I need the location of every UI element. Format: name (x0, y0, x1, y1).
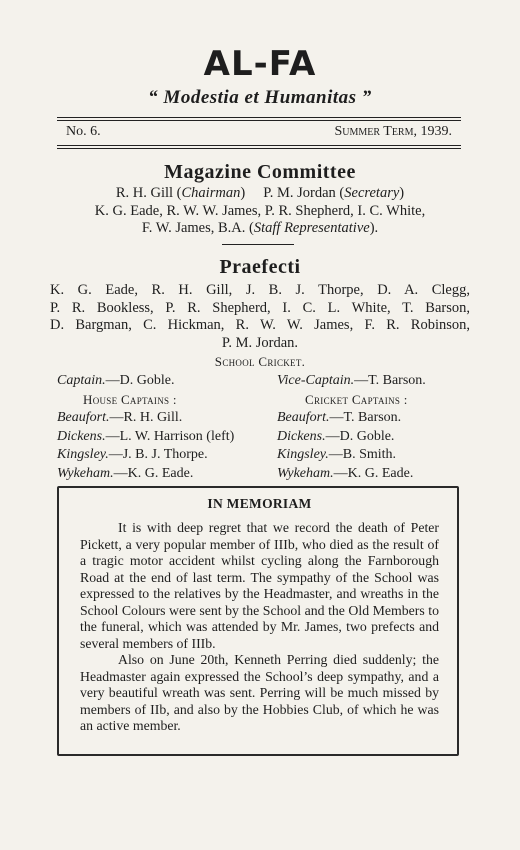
subheading-row (57, 391, 461, 410)
cricket-captain: —B. Smith. (328, 447, 397, 462)
house-captain: —K. G. Eade. (113, 465, 194, 481)
house-name: Dickens. (277, 428, 326, 444)
house-captains-heading: House Captains : (83, 391, 177, 407)
praefecti-line: P. M. Jordan. (221, 334, 299, 351)
house-row (57, 446, 461, 465)
house-name: Kingsley. (277, 447, 329, 462)
committee-line: K. G. Eade, R. W. W. James, P. R. Shepherd, I. C. White, (94, 202, 426, 219)
committee-heading: Magazine Committee (164, 161, 356, 183)
house-name: Wykeham. (277, 465, 334, 481)
issue-line (66, 124, 452, 140)
in-memoriam-box (57, 486, 459, 756)
in-memoriam-heading: IN MEMORIAM (207, 496, 312, 511)
cricket-captains (57, 372, 461, 483)
praefecti-heading: Praefecti (219, 256, 301, 278)
magazine-title: AL-FA (203, 44, 317, 84)
issue-number: No. 6. (66, 124, 101, 139)
house-name: Beaufort. (277, 410, 330, 425)
house-name: Wykeham. (57, 465, 114, 481)
magazine-motto: “ Modestia et Humanitas ” (148, 87, 372, 108)
house-captain: —L. W. Harrison (left) (105, 428, 235, 444)
house-captain: —J. B. J. Thorpe. (108, 447, 208, 462)
praefecti-line: P. R. Bookless, P. R. Shepherd, I. C. L. White, T. Barson, (50, 299, 470, 316)
captain-row (57, 372, 461, 391)
cricket-captains-heading: Cricket Captains : (305, 391, 408, 407)
praefecti-line: D. Bargman, C. Hickman, R. W. W. James, F. R. Robinson, (50, 317, 470, 333)
captain-role: Captain. (57, 373, 106, 388)
top-rule (57, 117, 461, 118)
school-cricket-heading: School Cricket. (214, 354, 306, 369)
vice-captain-role: Vice-Captain. (277, 373, 355, 388)
captain-name: —D. Goble. (105, 373, 175, 388)
committee-line (50, 185, 470, 203)
mid-rule (57, 145, 461, 146)
top-rule-inner (57, 120, 461, 121)
house-name: Beaufort. (57, 410, 110, 425)
house-name: Kingsley. (57, 447, 109, 462)
house-row (57, 409, 461, 428)
cricket-captain: —T. Barson. (329, 410, 402, 425)
section-divider (222, 244, 294, 245)
cricket-captain: —D. Goble. (325, 428, 395, 444)
issue-term: Summer Term, 1939. (334, 124, 452, 139)
memoriam-paragraph: Also on June 20th, Kenneth Perring died suddenly; the Headmaster again expressed the School’s deep sympathy, and a very beautiful wreath was sent. Perring will be much missed by members of IIb, and also by the Hobbies Club, of which he was an active member. (80, 652, 439, 733)
house-captain: —R. H. Gill. (109, 410, 183, 425)
vice-captain-name: —T. Barson. (354, 373, 426, 388)
memoriam-paragraph: It is with deep regret that we record the death of Peter Pickett, a very popular member of IIIb, who died as the result of a tragic motor accident whilst cycling along the Farnborough Road at the end of last term. The sympathy of the School was expressed to the relatives by the Headmaster, and wreaths in the School Colours were sent by the School and the Old Members to the funeral, which was attended by Mr. James, two prefects and several members of IIIb. (80, 520, 439, 651)
house-row (57, 428, 461, 447)
house-name: Dickens. (57, 428, 106, 444)
house-row (57, 465, 461, 484)
cricket-captain: —K. G. Eade. (333, 465, 414, 481)
committee-secretary: P. M. Jordan (Secretary) (263, 185, 405, 201)
committee-line: F. W. James, B.A. (Staff Representative). (141, 220, 379, 236)
praefecti-line: K. G. Eade, R. H. Gill, J. B. J. Thorpe, D. A. Clegg, (50, 282, 470, 298)
committee-list (50, 185, 470, 238)
committee-chair: R. H. Gill (Chairman) (115, 185, 246, 201)
mid-rule-inner (57, 148, 461, 149)
praefecti-list (50, 282, 470, 352)
